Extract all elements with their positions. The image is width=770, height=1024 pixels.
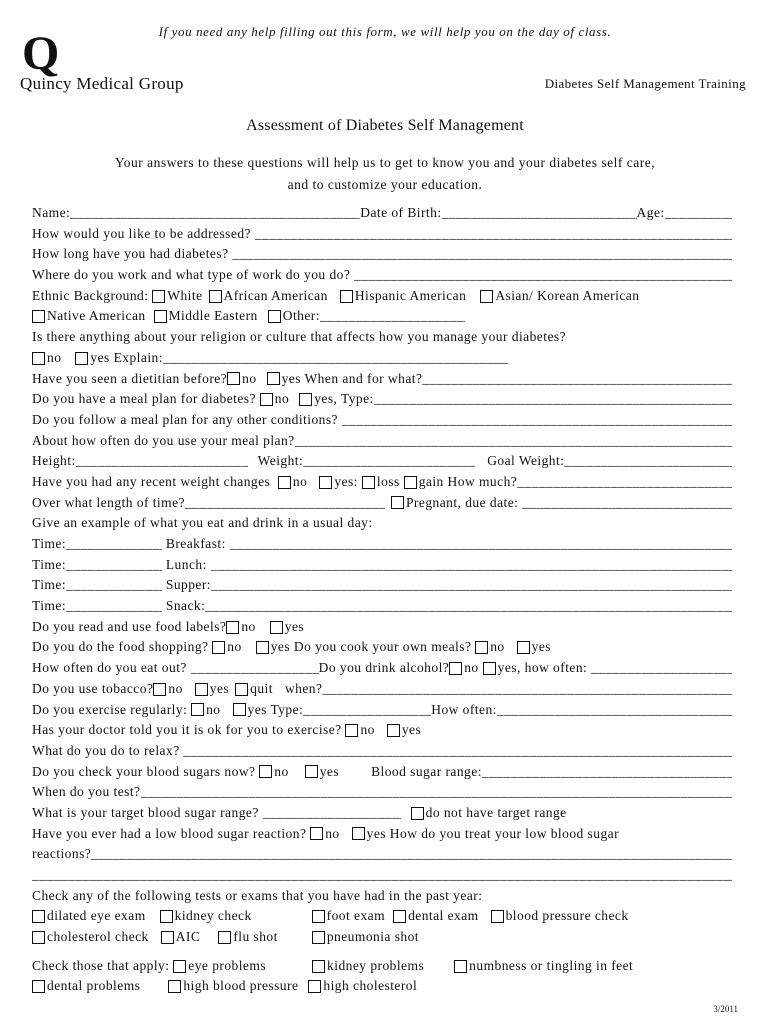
meal-plan-yes-label: yes, Type:	[314, 391, 374, 407]
check-sugar-no-label: no	[274, 763, 289, 779]
flu-shot-checkbox[interactable]	[218, 931, 231, 944]
weight-change-no-checkbox[interactable]	[278, 476, 291, 489]
eat-out-label: How often do you eat out?	[32, 660, 187, 676]
how-long-label: How long have you had diabetes?	[32, 246, 229, 262]
weight-gain-label: gain How much?	[418, 473, 518, 489]
alcohol-no-label: no	[464, 660, 479, 676]
tobacco-yes-label: yes	[209, 680, 230, 696]
breakfast-label: Breakfast:	[165, 536, 226, 551]
row-relax	[32, 741, 732, 762]
white-checkbox[interactable]	[152, 290, 165, 303]
african-american-checkbox[interactable]	[209, 290, 222, 303]
row-tests-1	[32, 906, 732, 927]
pneumonia-shot-label: pneumonia shot	[326, 929, 419, 945]
tobacco-no-checkbox[interactable]	[153, 683, 166, 696]
training-label: Diabetes Self Management Training	[544, 76, 746, 91]
aic-label: AIC	[175, 929, 201, 945]
row-low-reaction	[32, 824, 732, 845]
how-long-field[interactable]	[232, 244, 732, 265]
help-note: If you need any help filling out this form, we will help you on the day of class.	[158, 24, 612, 39]
doctor-ok-no-checkbox[interactable]	[345, 724, 358, 737]
intro-line-2: and to customize your education.	[287, 177, 483, 192]
weight-gain-checkbox[interactable]	[404, 476, 417, 489]
sugar-range-field[interactable]	[482, 762, 732, 783]
target-field[interactable]	[263, 803, 401, 824]
check-sugar-no-checkbox[interactable]	[259, 765, 272, 778]
row-breakfast	[32, 534, 732, 555]
religion-explain-field[interactable]	[163, 348, 508, 369]
check-sugar-label: Do you check your blood sugars now?	[32, 763, 256, 779]
row-reactions-extra	[32, 865, 732, 886]
row-eat-out	[32, 658, 732, 679]
breakfast-field[interactable]	[230, 534, 732, 555]
food-labels-no-checkbox[interactable]	[226, 621, 239, 634]
row-work	[32, 265, 732, 286]
apply-label: Check those that apply:	[32, 957, 170, 973]
asian-korean-american-checkbox[interactable]	[480, 290, 493, 303]
tobacco-quit-checkbox[interactable]	[235, 683, 248, 696]
breakfast-time-label: Time:	[32, 536, 67, 551]
row-check-sugar	[32, 762, 732, 783]
due-date-field[interactable]	[522, 493, 732, 514]
lunch-time-field[interactable]	[66, 555, 162, 576]
supper-field[interactable]	[211, 575, 732, 596]
other-ethnic-field[interactable]	[320, 306, 465, 327]
row-example	[32, 513, 732, 534]
numbness-checkbox[interactable]	[454, 960, 467, 973]
time-length-label: Over what length of time?	[32, 494, 185, 510]
work-field[interactable]	[354, 265, 732, 286]
exercise-no-checkbox[interactable]	[191, 703, 204, 716]
high-cholesterol-label: high cholesterol	[323, 978, 418, 994]
weight-change-yes-label: yes:	[334, 473, 358, 489]
time-length-field[interactable]	[185, 493, 385, 514]
african-american-label: African American	[223, 287, 328, 303]
quit-when-field[interactable]	[322, 679, 732, 700]
ethnic-label: Ethnic Background:	[32, 287, 149, 303]
middle-eastern-label: Middle Eastern	[168, 308, 258, 324]
other-conditions-label: Do you follow a meal plan for any other conditions?	[32, 411, 339, 427]
food-labels-label: Do you read and use food labels?	[32, 618, 227, 634]
row-religion-answer	[32, 348, 732, 369]
kidney-check-checkbox[interactable]	[160, 910, 173, 923]
dietitian-when-field[interactable]	[422, 369, 732, 390]
tobacco-yes-checkbox[interactable]	[195, 683, 208, 696]
row-food-shopping	[32, 637, 732, 658]
row-when-test	[32, 782, 732, 803]
tests-label: Check any of the following tests or exams that you have had in the past year:	[32, 887, 483, 903]
white-label: White	[167, 287, 203, 303]
religion-yes-label: yes Explain:	[90, 349, 163, 365]
exercise-type-field[interactable]	[303, 700, 431, 721]
row-height-weight	[32, 451, 732, 472]
meal-plan-use-label: About how often do you use your meal plan?	[32, 432, 295, 448]
religion-no-label: no	[47, 349, 62, 365]
quincy-logo	[20, 27, 260, 94]
other-conditions-field[interactable]	[342, 410, 732, 431]
snack-label: Snack:	[165, 598, 206, 614]
snack-time-field[interactable]	[66, 596, 162, 617]
row-tests-label	[32, 886, 732, 907]
row-time-length	[32, 493, 732, 514]
row-doctor-ok	[32, 720, 732, 741]
example-label: Give an example of what you eat and drink in a usual day:	[32, 515, 373, 531]
lunch-label: Lunch:	[165, 556, 207, 572]
cook-yes-checkbox[interactable]	[517, 641, 530, 654]
addressed-label: How would you like to be addressed?	[32, 225, 251, 241]
exercise-yes-label: yes Type:	[247, 701, 304, 717]
meal-plan-use-field[interactable]	[295, 431, 732, 452]
row-tobacco	[32, 679, 732, 700]
row-name	[32, 203, 732, 224]
row-reactions	[32, 844, 732, 865]
weight-change-yes-checkbox[interactable]	[319, 476, 332, 489]
high-cholesterol-checkbox[interactable]	[308, 980, 321, 993]
assessment-form	[32, 203, 732, 997]
revision-date: 3/2011	[713, 1004, 738, 1014]
row-dietitian	[32, 369, 732, 390]
row-apply-2	[32, 976, 732, 997]
native-american-label: Native American	[47, 308, 146, 324]
alcohol-label: Do you drink alcohol?	[318, 660, 450, 676]
low-reaction-no-label: no	[325, 825, 340, 841]
height-field[interactable]	[76, 451, 248, 472]
page-title: Assessment of Diabetes Self Management	[246, 117, 524, 134]
low-reaction-yes-checkbox[interactable]	[352, 827, 365, 840]
food-labels-no-label: no	[241, 618, 256, 634]
exercise-no-label: no	[206, 701, 221, 717]
row-apply-1	[32, 956, 732, 977]
row-exercise	[32, 700, 732, 721]
kidney-problems-label: kidney problems	[327, 957, 425, 973]
age-field[interactable]	[665, 203, 732, 224]
eat-out-field[interactable]	[191, 658, 319, 679]
target-label: What is your target blood sugar range?	[32, 804, 259, 820]
low-reaction-no-checkbox[interactable]	[310, 827, 323, 840]
logo-q-mark: Q	[22, 27, 60, 80]
meal-plan-label: Do you have a meal plan for diabetes?	[32, 391, 256, 407]
cook-no-checkbox[interactable]	[475, 641, 488, 654]
alcohol-yes-label: yes, how often:	[497, 660, 588, 676]
kidney-check-label: kidney check	[174, 908, 252, 924]
dilated-eye-exam-checkbox[interactable]	[32, 910, 45, 923]
exercise-how-often-label: How often:	[431, 701, 497, 717]
intro-line-1: Your answers to these questions will help us to get to know you and your diabetes self care,	[114, 155, 656, 170]
row-other-conditions	[32, 410, 732, 431]
check-sugar-yes-label: yes	[319, 763, 340, 779]
addressed-field[interactable]	[255, 224, 732, 245]
dob-label: Date of Birth:	[360, 205, 442, 220]
no-target-label: do not have target range	[425, 804, 567, 820]
cook-yes-label: yes	[531, 639, 551, 655]
tobacco-label: Do you use tobacco?	[32, 680, 154, 696]
row-religion	[32, 327, 732, 348]
low-reaction-yes-label: yes How do you treat your low blood sugar	[366, 825, 620, 841]
shopping-no-checkbox[interactable]	[212, 641, 225, 654]
dental-problems-checkbox[interactable]	[32, 980, 45, 993]
tobacco-quit-label: quit	[250, 680, 273, 696]
supper-label: Supper:	[165, 577, 212, 593]
dietitian-label: Have you seen a dietitian before?	[32, 370, 228, 386]
hispanic-american-label: Hispanic American	[354, 287, 467, 303]
dob-field[interactable]	[442, 203, 637, 224]
foot-exam-checkbox[interactable]	[312, 910, 325, 923]
pregnant-checkbox[interactable]	[391, 496, 404, 509]
dental-problems-label: dental problems	[47, 978, 141, 994]
row-meal-plan	[32, 389, 732, 410]
goal-weight-field[interactable]	[564, 451, 732, 472]
row-ethnic	[32, 286, 732, 307]
blood-pressure-check-checkbox[interactable]	[491, 910, 504, 923]
check-sugar-yes-checkbox[interactable]	[305, 765, 318, 778]
exercise-label: Do you exercise regularly:	[32, 701, 188, 717]
shopping-yes-label: yes	[270, 639, 291, 655]
tobacco-no-label: no	[168, 680, 183, 696]
doctor-ok-label: Has your doctor told you it is ok for you to exercise?	[32, 722, 342, 738]
weight-changes-label: Have you had any recent weight changes	[32, 473, 271, 489]
alcohol-no-checkbox[interactable]	[449, 662, 462, 675]
weight-loss-label: loss	[376, 473, 400, 489]
pneumonia-shot-checkbox[interactable]	[312, 931, 325, 944]
row-weight-changes	[32, 472, 732, 493]
weight-label: Weight:	[257, 453, 304, 469]
religion-yes-checkbox[interactable]	[75, 352, 88, 365]
cholesterol-check-label: cholesterol check	[47, 929, 149, 945]
food-labels-yes-checkbox[interactable]	[270, 621, 283, 634]
name-label: Name:	[32, 205, 71, 220]
flu-shot-label: flu shot	[233, 929, 278, 945]
relax-label: What do you do to relax?	[32, 742, 180, 758]
height-label: Height:	[32, 453, 76, 469]
exercise-yes-checkbox[interactable]	[233, 703, 246, 716]
row-target	[32, 803, 732, 824]
meal-plan-no-checkbox[interactable]	[260, 393, 273, 406]
food-shopping-label: Do you do the food shopping?	[32, 639, 209, 655]
alcohol-yes-checkbox[interactable]	[483, 662, 496, 675]
exercise-how-often-field[interactable]	[497, 700, 732, 721]
row-supper	[32, 575, 732, 596]
doctor-ok-no-label: no	[360, 722, 375, 738]
weight-field[interactable]	[303, 451, 475, 472]
shopping-no-label: no	[227, 639, 242, 655]
cook-label: Do you cook your own meals?	[293, 639, 472, 655]
religion-no-checkbox[interactable]	[32, 352, 45, 365]
row-ethnic-2	[32, 306, 732, 327]
blood-pressure-check-label: blood pressure check	[505, 908, 629, 924]
kidney-problems-checkbox[interactable]	[312, 960, 325, 973]
cholesterol-check-checkbox[interactable]	[32, 931, 45, 944]
dental-exam-checkbox[interactable]	[393, 910, 406, 923]
dental-exam-label: dental exam	[408, 908, 479, 924]
religion-label: Is there anything about your religion or culture that affects how you manage your diabetes?	[32, 329, 567, 345]
dietitian-yes-checkbox[interactable]	[267, 372, 280, 385]
other-ethnic-checkbox[interactable]	[268, 310, 281, 323]
alcohol-often-field[interactable]	[591, 658, 732, 679]
snack-time-label: Time:	[32, 598, 67, 614]
sugar-range-label: Blood sugar range:	[371, 763, 482, 779]
dietitian-no-checkbox[interactable]	[227, 372, 240, 385]
how-much-field[interactable]	[517, 472, 732, 493]
other-ethnic-label: Other:	[282, 308, 320, 324]
when-test-field[interactable]	[141, 782, 733, 803]
row-snack	[32, 596, 732, 617]
no-target-checkbox[interactable]	[411, 807, 424, 820]
logo-text: Quincy Medical Group	[20, 74, 184, 93]
row-meal-plan-use	[32, 431, 732, 452]
numbness-label: numbness or tingling in feet	[469, 957, 634, 973]
middle-eastern-checkbox[interactable]	[154, 310, 167, 323]
row-tests-2	[32, 927, 732, 948]
row-how-long	[32, 244, 732, 265]
name-field[interactable]	[70, 203, 360, 224]
dietitian-no-label: no	[242, 370, 257, 386]
meal-plan-no-label: no	[274, 391, 290, 407]
hispanic-american-checkbox[interactable]	[340, 290, 353, 303]
doctor-ok-yes-checkbox[interactable]	[387, 724, 400, 737]
weight-loss-checkbox[interactable]	[362, 476, 375, 489]
breakfast-time-field[interactable]	[66, 534, 162, 555]
when-test-label: When do you test?	[32, 784, 141, 800]
work-label: Where do you work and what type of work do you do?	[32, 267, 351, 283]
shopping-yes-checkbox[interactable]	[256, 641, 269, 654]
quit-when-label: when?	[284, 680, 323, 696]
foot-exam-label: foot exam	[326, 908, 386, 924]
cook-no-label: no	[490, 639, 505, 655]
weight-change-no-label: no	[292, 473, 308, 489]
row-food-labels	[32, 617, 732, 638]
eye-problems-checkbox[interactable]	[173, 960, 186, 973]
low-reaction-label: Have you ever had a low blood sugar reaction?	[32, 825, 307, 841]
lunch-field[interactable]	[211, 555, 732, 576]
high-blood-pressure-label: high blood pressure	[183, 978, 299, 994]
intro-text	[0, 152, 770, 196]
lunch-time-label: Time:	[32, 556, 67, 572]
meal-plan-yes-checkbox[interactable]	[299, 393, 312, 406]
goal-weight-label: Goal Weight:	[487, 453, 565, 469]
dietitian-yes-label: yes When and for what?	[281, 370, 423, 386]
dilated-eye-exam-label: dilated eye exam	[47, 908, 146, 924]
asian-korean-american-label: Asian/ Korean American	[495, 287, 640, 303]
high-blood-pressure-checkbox[interactable]	[168, 980, 181, 993]
supper-time-field[interactable]	[66, 575, 162, 596]
reactions-extra-field[interactable]	[32, 865, 732, 886]
row-lunch	[32, 555, 732, 576]
supper-time-label: Time:	[32, 577, 67, 593]
reactions-label: reactions?	[32, 846, 92, 862]
age-label: Age:	[636, 205, 665, 220]
doctor-ok-yes-label: yes	[401, 722, 422, 738]
eye-problems-label: eye problems	[188, 957, 267, 973]
aic-checkbox[interactable]	[161, 931, 174, 944]
snack-field[interactable]	[205, 596, 732, 617]
relax-field[interactable]	[183, 741, 732, 762]
meal-plan-type-field[interactable]	[374, 389, 732, 410]
reactions-field[interactable]	[91, 844, 732, 865]
pregnant-label: Pregnant, due date:	[405, 494, 519, 510]
row-addressed	[32, 224, 732, 245]
native-american-checkbox[interactable]	[32, 310, 45, 323]
food-labels-yes-label: yes	[284, 618, 305, 634]
